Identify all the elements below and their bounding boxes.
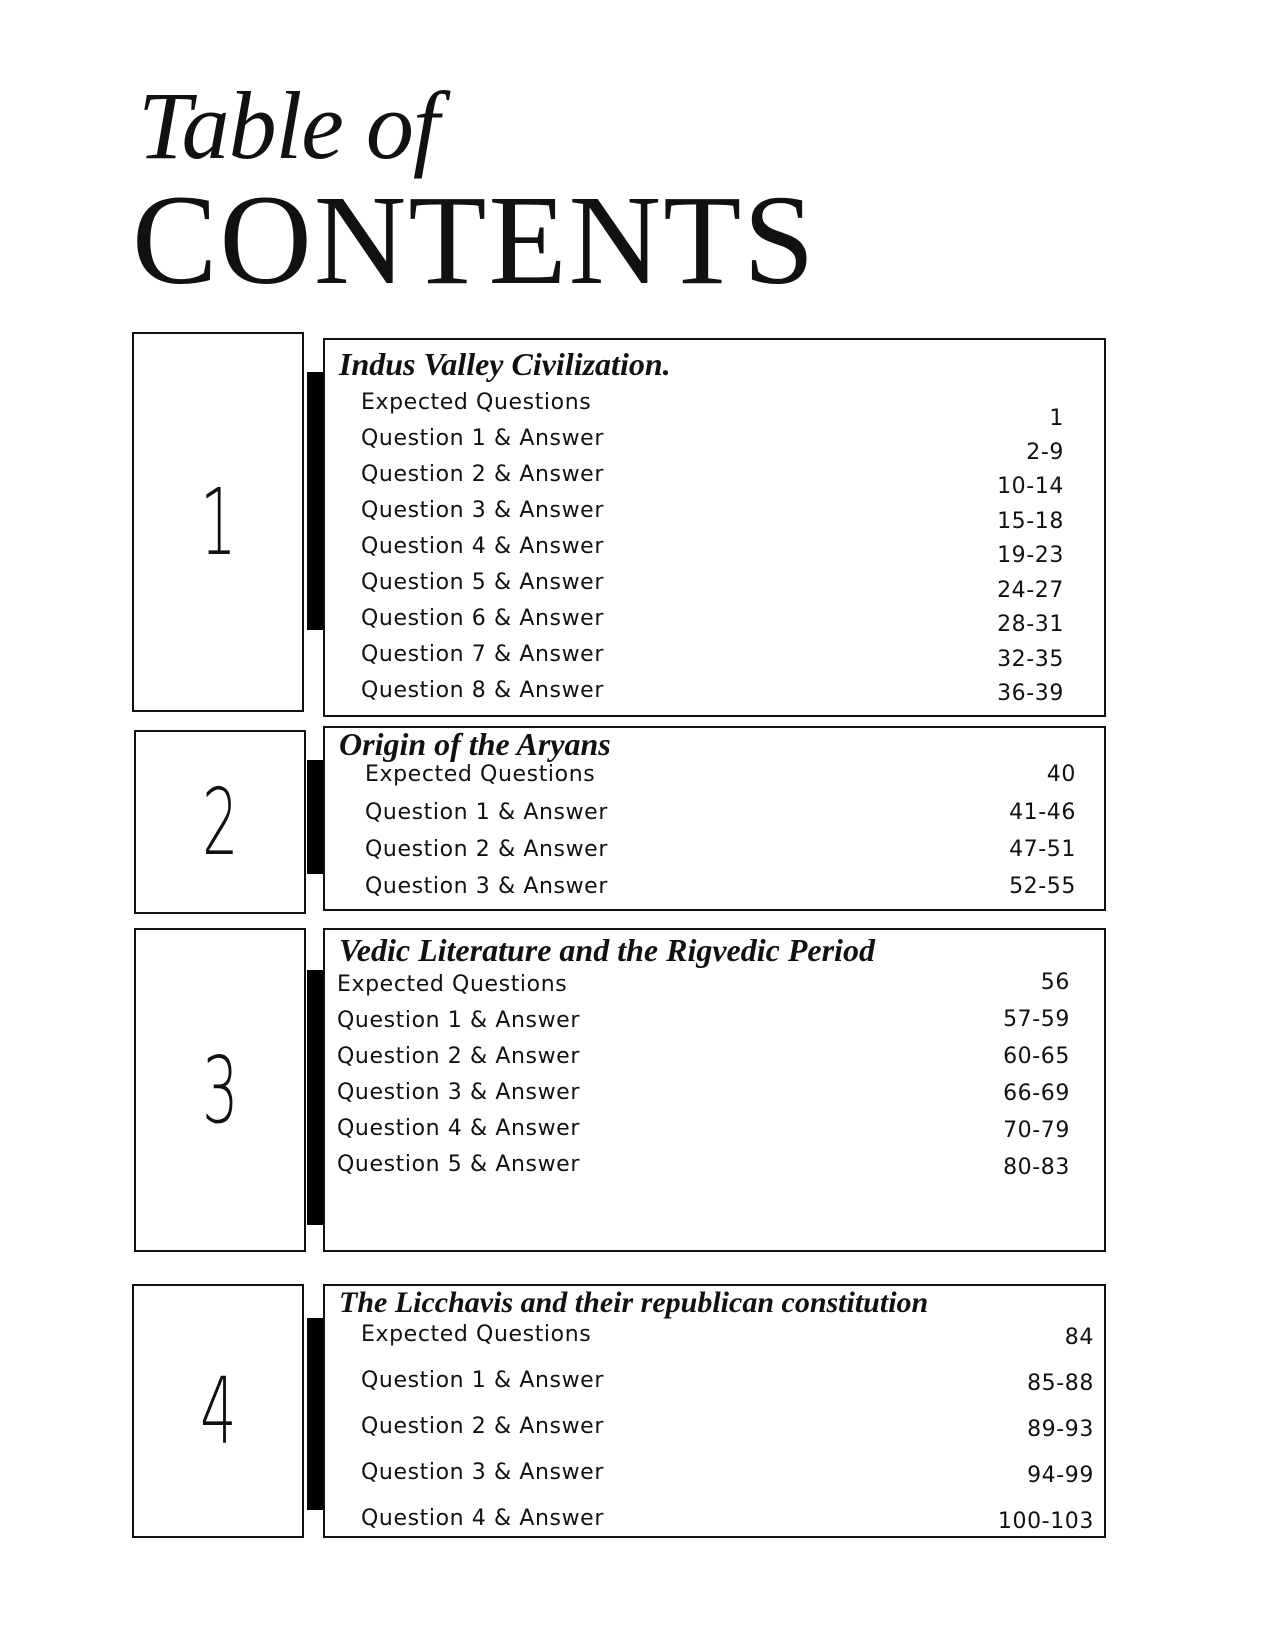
chapter-1-row-label: Question 7 & Answer	[361, 642, 604, 667]
chapter-1-row-label: Question 4 & Answer	[361, 534, 604, 559]
chapter-2-number-box	[134, 730, 306, 914]
chapter-4-number-box	[132, 1284, 304, 1538]
chapter-3-row-page: 56	[1040, 970, 1070, 995]
chapter-4-title: The Licchavis and their republican constitution	[339, 1286, 929, 1319]
chapter-1-row-label: Expected Questions	[361, 390, 592, 415]
chapter-2-row-label: Question 2 & Answer	[365, 837, 608, 862]
chapter-1-number-box	[132, 332, 304, 712]
chapter-1-row-page: 32-35	[997, 647, 1064, 672]
chapter-2-panel	[323, 726, 1106, 911]
chapter-4-row-label: Question 1 & Answer	[361, 1368, 604, 1393]
chapter-3-accent-bar	[307, 970, 323, 1225]
chapter-1-row-label: Question 5 & Answer	[361, 570, 604, 595]
chapter-1-row-page: 15-18	[997, 509, 1064, 534]
chapter-2-row-label: Question 3 & Answer	[365, 874, 608, 899]
chapter-4-row-label: Expected Questions	[361, 1322, 592, 1347]
chapter-1-accent-bar	[307, 372, 323, 630]
chapter-1-number: 1	[199, 468, 237, 576]
chapter-4-accent-bar	[307, 1318, 323, 1510]
chapter-3-row-page: 66-69	[1003, 1081, 1070, 1106]
chapter-1-row-page: 19-23	[997, 543, 1064, 568]
chapter-4-row-page: 84	[1064, 1325, 1094, 1350]
chapter-4-row-label: Question 3 & Answer	[361, 1460, 604, 1485]
chapter-1-row-page: 24-27	[997, 578, 1064, 603]
chapter-4-row-page: 85-88	[1027, 1371, 1094, 1396]
chapter-3-row-page: 57-59	[1003, 1007, 1070, 1032]
chapter-3-row-label: Question 3 & Answer	[337, 1080, 580, 1105]
chapter-4-row-page: 100-103	[997, 1509, 1094, 1534]
heading-main: CONTENTS	[132, 169, 817, 311]
chapter-1-row-page: 10-14	[997, 474, 1064, 499]
chapter-3-number: 3	[201, 1036, 239, 1144]
chapter-3-row-label: Expected Questions	[337, 972, 568, 997]
chapter-4-row-page: 94-99	[1027, 1463, 1094, 1488]
chapter-2-row-page: 41-46	[1009, 800, 1076, 825]
chapter-2-row-page: 52-55	[1009, 874, 1076, 899]
chapter-4-row-label: Question 2 & Answer	[361, 1414, 604, 1439]
chapter-1-row-page: 2-9	[1026, 440, 1064, 465]
heading-script: Table of	[138, 72, 439, 179]
chapter-4-panel	[323, 1284, 1106, 1538]
chapter-3-row-page: 60-65	[1003, 1044, 1070, 1069]
chapter-3-title: Vedic Literature and the Rigvedic Period	[339, 932, 875, 968]
chapter-1-row-page: 36-39	[997, 681, 1064, 706]
chapter-1-row-label: Question 1 & Answer	[361, 426, 604, 451]
chapter-2-row-label: Question 1 & Answer	[365, 800, 608, 825]
chapter-1-panel	[323, 338, 1106, 717]
chapter-4-row-page: 89-93	[1027, 1417, 1094, 1442]
chapter-3-row-page: 80-83	[1003, 1155, 1070, 1180]
chapter-3-number-box	[134, 928, 306, 1252]
chapter-2-row-page: 40	[1046, 762, 1076, 787]
chapter-3-row-label: Question 1 & Answer	[337, 1008, 580, 1033]
chapter-4-row-label: Question 4 & Answer	[361, 1506, 604, 1531]
chapter-1-row-label: Question 6 & Answer	[361, 606, 604, 631]
chapter-2-number: 2	[201, 768, 239, 876]
chapter-3-panel	[323, 928, 1106, 1252]
chapter-3-row-label: Question 5 & Answer	[337, 1152, 580, 1177]
chapter-1-row-label: Question 2 & Answer	[361, 462, 604, 487]
chapter-3-row-label: Question 2 & Answer	[337, 1044, 580, 1069]
chapter-1-row-page: 1	[1049, 406, 1064, 431]
chapter-2-title: Origin of the Aryans	[339, 726, 611, 762]
chapter-2-accent-bar	[307, 760, 323, 874]
chapter-4-number: 4	[199, 1357, 237, 1465]
chapter-3-row-page: 70-79	[1003, 1118, 1070, 1143]
chapter-1-row-page: 28-31	[997, 612, 1064, 637]
chapter-1-title: Indus Valley Civilization.	[339, 346, 671, 382]
chapter-2-row-page: 47-51	[1009, 837, 1076, 862]
chapter-1-row-label: Question 8 & Answer	[361, 678, 604, 703]
chapter-3-row-label: Question 4 & Answer	[337, 1116, 580, 1141]
chapter-1-row-label: Question 3 & Answer	[361, 498, 604, 523]
chapter-2-row-label: Expected Questions	[365, 762, 596, 787]
